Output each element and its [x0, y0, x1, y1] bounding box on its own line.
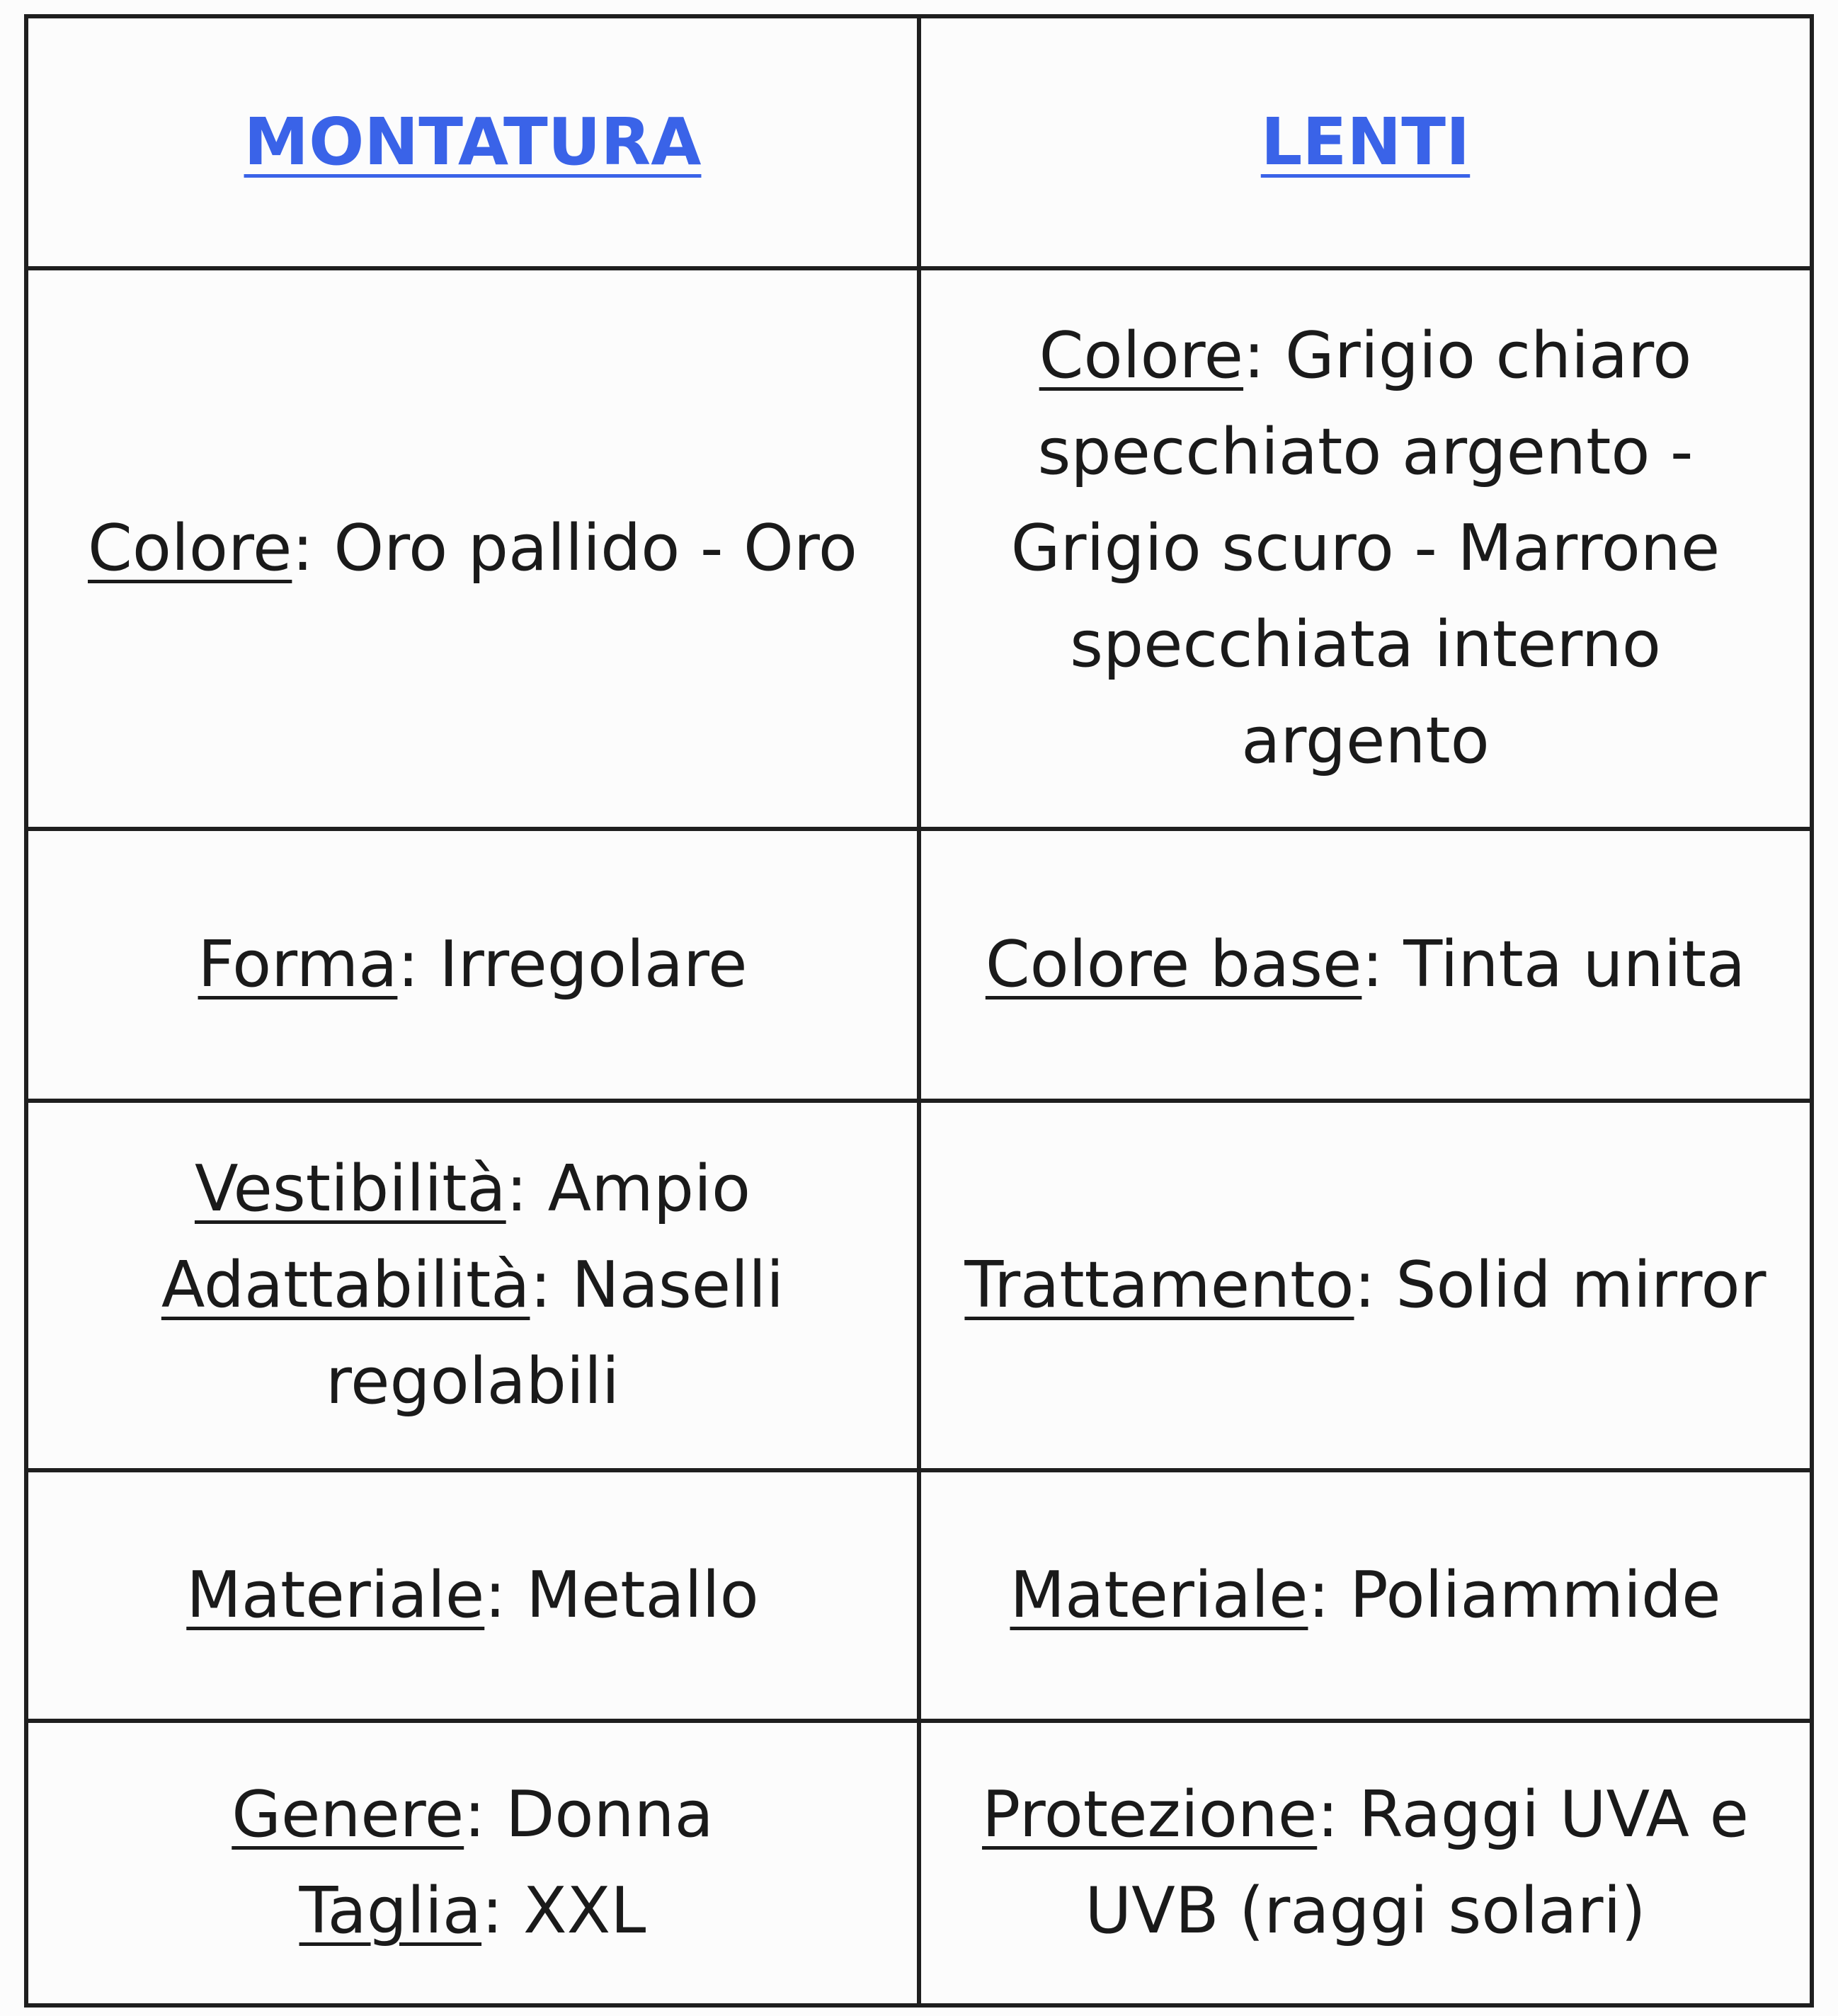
table-row — [26, 268, 1812, 829]
spec-value: : Metallo — [484, 1558, 759, 1632]
spec-line — [71, 917, 874, 1013]
header-link-montatura[interactable]: MONTATURA — [244, 103, 702, 180]
spec-value: : XXL — [481, 1874, 646, 1948]
cell-montatura-forma — [26, 829, 919, 1101]
spec-value: : Donna — [464, 1777, 714, 1852]
cell-lenti-materiale — [919, 1470, 1812, 1721]
cell-montatura-colore — [26, 268, 919, 829]
spec-value: : Grigio chiaro specchiato argento - Grigio scuro - Marrone specchiata interno argento — [1010, 319, 1720, 778]
table-header-row — [26, 16, 1812, 268]
cell-lenti-trattamento — [919, 1101, 1812, 1470]
spec-label: Vestibilità — [194, 1152, 506, 1226]
spec-label: Colore — [1039, 319, 1244, 393]
header-cell-montatura — [26, 16, 919, 268]
spec-label: Adattabilità — [161, 1248, 530, 1322]
cell-montatura-vestibilita — [26, 1101, 919, 1470]
header-link-lenti[interactable]: LENTI — [1260, 103, 1471, 180]
spec-label: Colore base — [985, 927, 1362, 1002]
table-row — [26, 1470, 1812, 1721]
spec-line — [964, 917, 1767, 1013]
spec-label: Taglia — [299, 1874, 482, 1948]
header-cell-lenti — [919, 16, 1812, 268]
spec-label: Trattamento — [964, 1248, 1354, 1322]
spec-value: : Tinta unita — [1362, 927, 1746, 1002]
table-row — [26, 1721, 1812, 2005]
spec-line — [71, 1141, 874, 1237]
spec-label: Genere — [232, 1777, 464, 1852]
spec-value: : Poliammide — [1308, 1558, 1721, 1632]
spec-label: Materiale — [186, 1558, 485, 1632]
cell-lenti-protezione — [919, 1721, 1812, 2005]
spec-value: : Irregolare — [397, 927, 748, 1002]
spec-line — [71, 1767, 874, 1863]
cell-lenti-colore — [919, 268, 1812, 829]
spec-line — [71, 500, 874, 597]
spec-line — [964, 1237, 1767, 1334]
spec-label: Colore — [88, 511, 292, 585]
spec-label: Materiale — [1010, 1558, 1308, 1632]
spec-line — [964, 1767, 1767, 1959]
spec-label: Protezione — [982, 1777, 1318, 1852]
spec-value: : Solid mirror — [1354, 1248, 1766, 1322]
spec-value: : Raggi UVA e UVB (raggi solari) — [1085, 1777, 1749, 1948]
spec-line — [964, 308, 1767, 789]
cell-montatura-materiale — [26, 1470, 919, 1721]
spec-line — [71, 1547, 874, 1644]
cell-montatura-genere — [26, 1721, 919, 2005]
spec-line — [71, 1237, 874, 1430]
spec-line — [964, 1547, 1767, 1644]
table-row — [26, 1101, 1812, 1470]
spec-label: Forma — [198, 927, 398, 1002]
spec-table — [24, 14, 1814, 2008]
spec-value: : Naselli regolabili — [326, 1248, 784, 1419]
cell-lenti-colore-base — [919, 829, 1812, 1101]
table-row — [26, 829, 1812, 1101]
spec-value: : Oro pallido - Oro — [292, 511, 857, 585]
spec-value: : Ampio — [506, 1152, 751, 1226]
spec-line — [71, 1863, 874, 1959]
